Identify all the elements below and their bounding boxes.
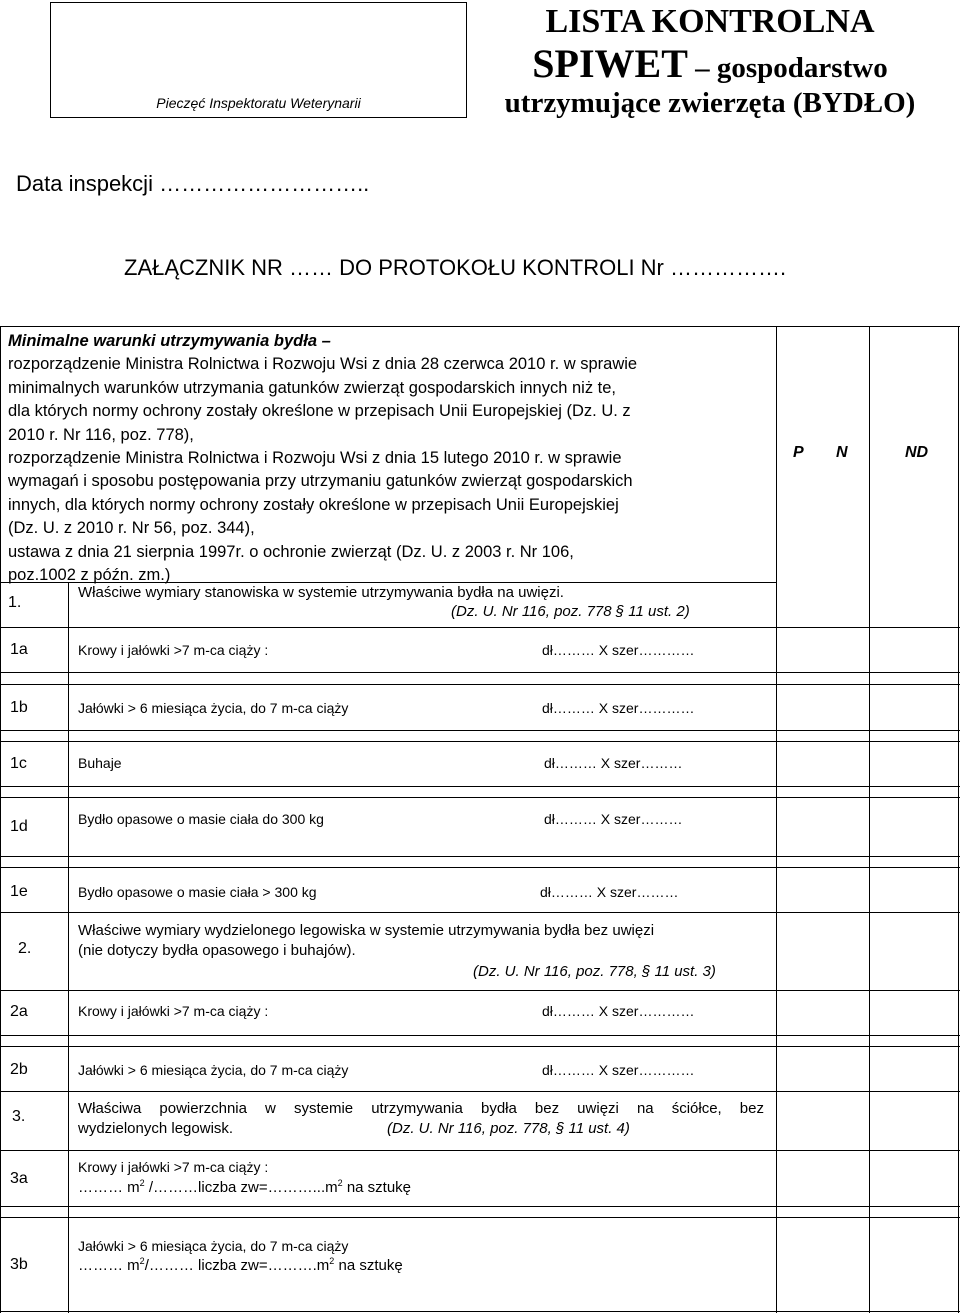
section-1-reference: (Dz. U. Nr 116, poz. 778 § 11 ust. 2) (451, 603, 690, 620)
column-header-n: N (836, 444, 848, 461)
legal-basis-line: rozporządzenie Ministra Rolnictwa i Rozwoju Wsi z dnia 28 czerwca 2010 r. w sprawie (8, 355, 638, 374)
title-line-3: utrzymujące zwierzęta (BYDŁO) (504, 87, 916, 120)
row-1b-dimensions[interactable]: dł……… X szer………… (542, 700, 695, 716)
section-3-title-line-2: wydzielonych legowisk. (78, 1120, 234, 1137)
annex-heading: ZAŁĄCZNIK NR …… DO PROTOKOŁU KONTROLI Nr ……………. (124, 255, 787, 280)
row-1c-number: 1c (10, 755, 27, 772)
document-title (470, 2, 950, 120)
row-2a-number: 2a (10, 1003, 28, 1020)
stamp-label: Pieczęć Inspektoratu Weterynarii (156, 95, 361, 111)
column-header-p: P (793, 444, 804, 461)
stamp-box (50, 2, 467, 118)
row-2b-number: 2b (10, 1061, 28, 1078)
legal-basis-line: wymagań i sposobu postępowania przy utrzymaniu gatunków zwierząt gospodarskich (8, 472, 633, 491)
row-2b-label: Jałówki > 6 miesiąca życia, do 7 m-ca ciąży (78, 1062, 349, 1078)
legal-basis-line: (Dz. U. z 2010 r. Nr 56, poz. 344), (8, 519, 255, 538)
section-3-reference: (Dz. U. Nr 116, poz. 778, § 11 ust. 4) (387, 1120, 630, 1137)
title-line-1: LISTA KONTROLNA (545, 3, 875, 40)
row-1c-dimensions[interactable]: dł……… X szer……… (544, 755, 683, 771)
legal-basis-line: minimalnych warunków utrzymania gatunków zwierząt gospodarskich innych niż te, (8, 378, 617, 397)
title-gospodarstwo: gospodarstwo (716, 52, 888, 85)
row-3b-label: Jałówki > 6 miesiąca życia, do 7 m-ca ciąży (78, 1238, 349, 1254)
legal-basis-heading: Minimalne warunki utrzymywania bydła – (8, 332, 331, 350)
row-2b-dimensions[interactable]: dł……… X szer………… (542, 1062, 695, 1078)
legal-basis-line: innych, dla których normy ochrony zostały określone w przepisach Unii Europejskiej (8, 495, 619, 514)
section-2-title-line-1: Właściwe wymiary wydzielonego legowiska w systemie utrzymywania bydła bez uwięzi (78, 922, 655, 939)
row-1a-dimensions[interactable]: dł……… X szer………… (542, 642, 695, 658)
inspection-date[interactable]: Data inspekcji ……………………….. (16, 171, 370, 196)
row-1d-number: 1d (10, 818, 28, 835)
row-1a-number: 1a (10, 641, 28, 658)
title-dash: – (687, 52, 717, 85)
column-header-nd: ND (905, 444, 929, 461)
legal-basis-text (8, 330, 778, 587)
legal-basis-line: poz.1002 z późn. zm.) (8, 566, 171, 585)
section-1-title: Właściwe wymiary stanowiska w systemie utrzymywania bydła na uwięzi. (78, 584, 564, 601)
legal-basis-line: ustawa z dnia 21 sierpnia 1997r. o ochronie zwierząt (Dz. U. z 2003 r. Nr 106, (8, 542, 574, 561)
row-1e-number: 1e (10, 883, 28, 900)
section-2-title-line-2: (nie dotyczy bydła opasowego i buhajów). (78, 942, 356, 959)
section-3-number: 3. (12, 1108, 26, 1125)
row-3a-number: 3a (10, 1170, 28, 1187)
row-3b-area[interactable]: ……… $m^2/\dots\dots\dots$ liczba $zw=\dots\dots\dots.m^2$ na sztukę (78, 1256, 403, 1274)
row-3b-number: 3b (10, 1256, 28, 1273)
row-1e-dimensions[interactable]: dł……… X szer……… (540, 884, 679, 900)
row-1b-number: 1b (10, 699, 28, 716)
section-2-reference: (Dz. U. Nr 116, poz. 778, § 11 ust. 3) (473, 963, 716, 980)
title-line-2 (470, 41, 950, 87)
section-2-number: 2. (18, 940, 32, 957)
title-spiwet: SPIWET (532, 41, 688, 87)
row-1e-label: Bydło opasowe o masie ciała > 300 kg (78, 884, 317, 900)
row-1d-label: Bydło opasowe o masie ciała do 300 kg (78, 811, 324, 827)
legal-basis-line: 2010 r. Nr 116, poz. 778), (8, 425, 194, 444)
row-1a-label: Krowy i jałówki >7 m-ca ciąży : (78, 642, 269, 658)
legal-basis-line: rozporządzenie Ministra Rolnictwa i Rozwoju Wsi z dnia 15 lutego 2010 r. w sprawie (8, 449, 622, 468)
row-1c-label: Buhaje (78, 755, 122, 771)
row-3a-area[interactable]: ……… $m^2$ /………liczba $zw=\dots\dots\dots...m^2$ na sztukę (78, 1178, 412, 1196)
row-3a-label: Krowy i jałówki >7 m-ca ciąży : (78, 1159, 269, 1175)
section-1-number: 1. (8, 594, 22, 611)
section-3-title-line-1: Właściwa powierzchnia w systemie utrzymywania bydła bez uwięzi na ściółce, bez (78, 1100, 764, 1117)
row-2a-label: Krowy i jałówki >7 m-ca ciąży : (78, 1003, 269, 1019)
row-1d-dimensions[interactable]: dł……… X szer……… (544, 811, 683, 827)
row-2a-dimensions[interactable]: dł……… X szer………… (542, 1003, 695, 1019)
legal-basis-line: dla których normy ochrony zostały określone w przepisach Unii Europejskiej (Dz. U. z (8, 402, 631, 421)
row-1b-label: Jałówki > 6 miesiąca życia, do 7 m-ca ciąży (78, 700, 349, 716)
